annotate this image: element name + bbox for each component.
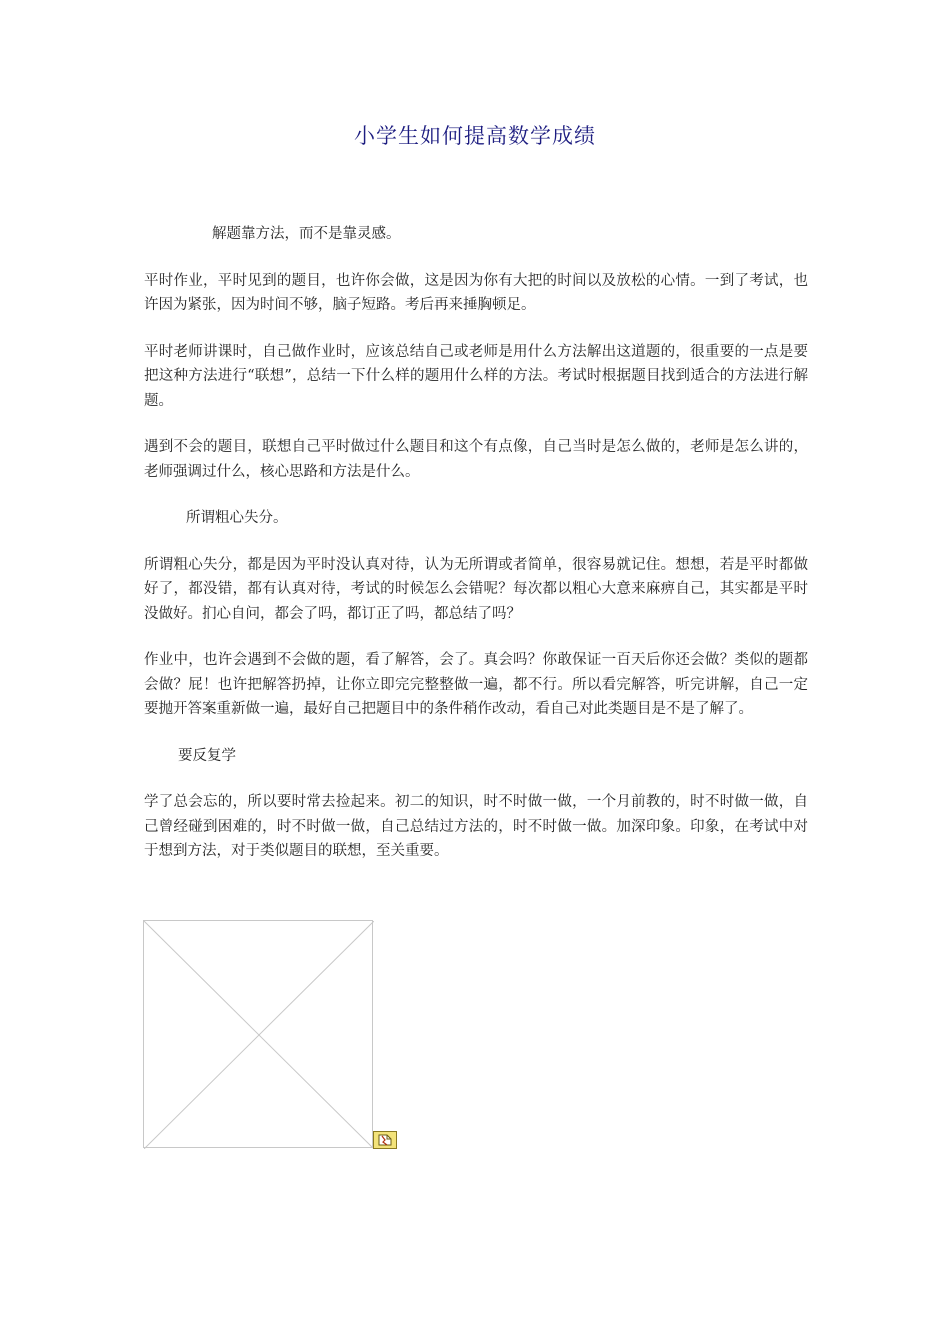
placeholder-cross-icon (144, 921, 374, 1149)
missing-image-placeholder (143, 920, 373, 1148)
paragraph: 平时作业，平时见到的题目，也许你会做，这是因为你有大把的时间以及放松的心情。一到了考试，也许因为紧张，因为时间不够，脑子短路。考后再来捶胸顿足。 (144, 272, 808, 313)
paragraph: 作业中，也许会遇到不会做的题，看了解答，会了。真会吗？你敢保证一百天后你还会做？类似的题都会做？屁！也许把解答扔掉，让你立即完完整整做一遍，都不行。所以看完解答，听完讲解，自己一定要抛开答案重新做一遍，最好自己把题目中的条件稍作改动，看自己对此类题目是不是了解了。 (144, 652, 808, 717)
document-title: 小学生如何提高数学成绩 (354, 124, 596, 148)
section-heading-review: 要反复学 (178, 747, 236, 764)
broken-image-icon (373, 1131, 397, 1149)
section-heading-methods: 解题靠方法，而不是靠灵感。 (212, 226, 401, 242)
section-heading-careless: 所谓粗心失分。 (186, 510, 288, 526)
paragraph: 平时老师讲课时，自己做作业时，应该总结自己或老师是用什么方法解出这道题的，很重要的一点是要把这种方法进行“联想”，总结一下什么样的题用什么样的方法。考试时根据题目找到适合的方法进行解题。 (144, 343, 808, 409)
paragraph: 遇到不会的题目，联想自己平时做过什么题目和这个有点像，自己当时是怎么做的，老师是怎么讲的，老师强调过什么，核心思路和方法是什么。 (144, 439, 808, 480)
paragraph: 所谓粗心失分，都是因为平时没认真对待，认为无所谓或者简单，很容易就记住。想想，若是平时都做好了，都没错，都有认真对待，考试的时候怎么会错呢？每次都以粗心大意来麻痹自己，其实都是平时没做好。扪心自问，都会了吗，都订正了吗，都总结了吗？ (144, 556, 808, 622)
paragraph: 学了总会忘的，所以要时常去捡起来。初二的知识，时不时做一做，一个月前教的，时不时做一做，自己曾经碰到困难的，时不时做一做，自己总结过方法的，时不时做一做。加深印象。印象，在考试中对于想到方法，对于类似题目的联想，至关重要。 (144, 794, 808, 859)
document-body (144, 222, 808, 886)
